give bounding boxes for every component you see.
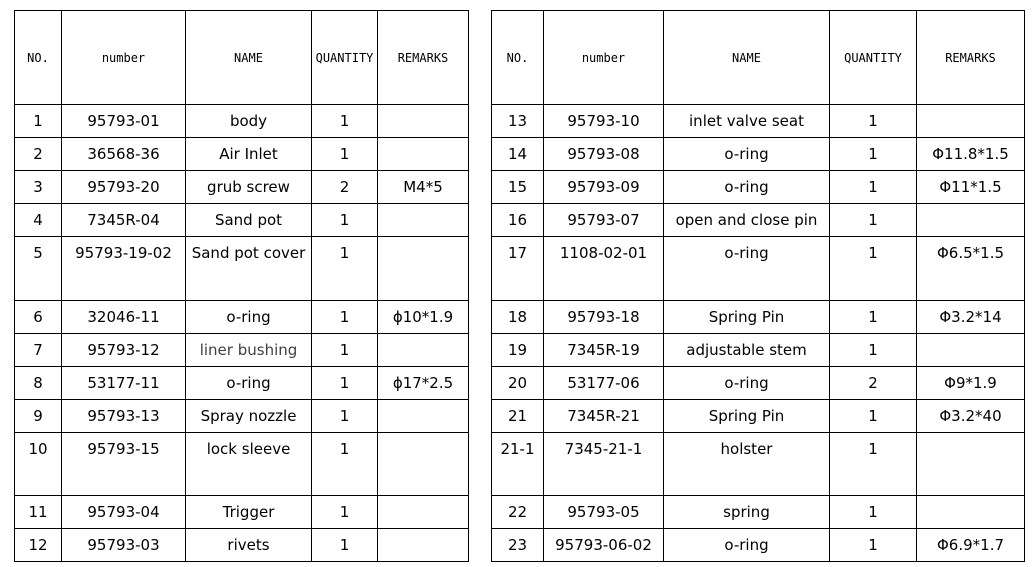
cell-number: 95793-20	[62, 171, 186, 204]
cell-name: o-ring	[186, 367, 312, 400]
cell-no: 21	[492, 400, 544, 433]
cell-remarks	[378, 496, 469, 529]
header-remarks: REMARKS	[378, 11, 469, 105]
cell-name: o-ring	[664, 529, 830, 562]
cell-name: o-ring	[664, 138, 830, 171]
cell-no: 17	[492, 237, 544, 301]
cell-no: 6	[15, 301, 62, 334]
cell-qty: 1	[830, 529, 917, 562]
cell-number: 95793-01	[62, 105, 186, 138]
cell-remarks: Φ11*1.5	[917, 171, 1025, 204]
cell-qty: 1	[312, 433, 378, 496]
cell-number: 95793-07	[544, 204, 664, 237]
table-row	[492, 433, 1025, 496]
table-row	[15, 496, 469, 529]
table-row	[15, 204, 469, 237]
table-row	[15, 400, 469, 433]
cell-name: rivets	[186, 529, 312, 562]
cell-qty: 1	[312, 204, 378, 237]
cell-no: 16	[492, 204, 544, 237]
table-row	[492, 334, 1025, 367]
cell-number: 95793-18	[544, 301, 664, 334]
cell-name: Sand pot	[186, 204, 312, 237]
cell-no: 21-1	[492, 433, 544, 496]
cell-no: 18	[492, 301, 544, 334]
cell-number: 95793-04	[62, 496, 186, 529]
cell-remarks	[378, 529, 469, 562]
cell-number: 7345-21-1	[544, 433, 664, 496]
cell-name: Air Inlet	[186, 138, 312, 171]
header-no: NO.	[15, 11, 62, 105]
cell-qty: 1	[830, 204, 917, 237]
cell-remarks	[917, 496, 1025, 529]
header-number: number	[62, 11, 186, 105]
cell-qty: 1	[312, 496, 378, 529]
cell-number: 95793-13	[62, 400, 186, 433]
cell-qty: 1	[312, 400, 378, 433]
cell-qty: 1	[830, 138, 917, 171]
table-row	[492, 496, 1025, 529]
cell-qty: 1	[830, 171, 917, 204]
cell-qty: 1	[312, 529, 378, 562]
cell-qty: 1	[830, 301, 917, 334]
cell-number: 53177-11	[62, 367, 186, 400]
header-quantity: QUANTITY	[312, 11, 378, 105]
cell-number: 7345R-21	[544, 400, 664, 433]
cell-number: 7345R-04	[62, 204, 186, 237]
cell-name: Spray nozzle	[186, 400, 312, 433]
cell-number: 95793-06-02	[544, 529, 664, 562]
cell-number: 95793-09	[544, 171, 664, 204]
cell-number: 95793-10	[544, 105, 664, 138]
table-row	[15, 334, 469, 367]
table-row	[492, 171, 1025, 204]
cell-remarks	[917, 334, 1025, 367]
table-row	[492, 237, 1025, 301]
cell-name: Trigger	[186, 496, 312, 529]
cell-no: 9	[15, 400, 62, 433]
cell-remarks	[378, 433, 469, 496]
cell-no: 19	[492, 334, 544, 367]
cell-qty: 1	[830, 237, 917, 301]
parts-table-right	[491, 10, 1025, 562]
cell-number: 1108-02-01	[544, 237, 664, 301]
cell-remarks: ϕ10*1.9	[378, 301, 469, 334]
table-row	[15, 433, 469, 496]
cell-no: 10	[15, 433, 62, 496]
table-row	[492, 529, 1025, 562]
table-row	[15, 301, 469, 334]
table-row	[492, 301, 1025, 334]
cell-name: open and close pin	[664, 204, 830, 237]
cell-qty: 1	[312, 367, 378, 400]
cell-qty: 1	[312, 334, 378, 367]
cell-no: 12	[15, 529, 62, 562]
header-name: NAME	[186, 11, 312, 105]
cell-number: 95793-12	[62, 334, 186, 367]
cell-name: liner bushing	[186, 334, 312, 367]
cell-name: spring	[664, 496, 830, 529]
cell-qty: 1	[312, 301, 378, 334]
cell-name: adjustable stem	[664, 334, 830, 367]
cell-number: 53177-06	[544, 367, 664, 400]
cell-qty: 1	[830, 400, 917, 433]
cell-remarks: Φ6.9*1.7	[917, 529, 1025, 562]
cell-remarks: ϕ17*2.5	[378, 367, 469, 400]
cell-number: 7345R-19	[544, 334, 664, 367]
table-row	[15, 138, 469, 171]
table-row	[492, 105, 1025, 138]
cell-number: 95793-19-02	[62, 237, 186, 301]
cell-no: 5	[15, 237, 62, 301]
parts-table-left	[14, 10, 469, 562]
cell-remarks	[378, 334, 469, 367]
cell-name: Sand pot cover	[186, 237, 312, 301]
cell-name: o-ring	[186, 301, 312, 334]
table-row	[492, 367, 1025, 400]
cell-qty: 1	[312, 105, 378, 138]
cell-qty: 2	[830, 367, 917, 400]
cell-qty: 1	[312, 237, 378, 301]
cell-number: 36568-36	[62, 138, 186, 171]
cell-no: 1	[15, 105, 62, 138]
table-row	[492, 400, 1025, 433]
cell-number: 32046-11	[62, 301, 186, 334]
cell-remarks	[378, 105, 469, 138]
table-row	[15, 367, 469, 400]
cell-qty: 1	[830, 334, 917, 367]
cell-no: 15	[492, 171, 544, 204]
header-no: NO.	[492, 11, 544, 105]
cell-no: 22	[492, 496, 544, 529]
cell-remarks	[917, 204, 1025, 237]
cell-name: grub screw	[186, 171, 312, 204]
table-row	[492, 204, 1025, 237]
header-remarks: REMARKS	[917, 11, 1025, 105]
table-row	[15, 529, 469, 562]
cell-qty: 1	[312, 138, 378, 171]
cell-name: lock sleeve	[186, 433, 312, 496]
cell-name: Spring Pin	[664, 400, 830, 433]
cell-name: Spring Pin	[664, 301, 830, 334]
cell-remarks: Φ3.2*14	[917, 301, 1025, 334]
cell-remarks	[917, 105, 1025, 138]
cell-no: 3	[15, 171, 62, 204]
cell-qty: 1	[830, 105, 917, 138]
cell-number: 95793-08	[544, 138, 664, 171]
cell-remarks: Φ3.2*40	[917, 400, 1025, 433]
cell-remarks: M4*5	[378, 171, 469, 204]
cell-number: 95793-15	[62, 433, 186, 496]
table-row	[15, 105, 469, 138]
table-row	[15, 171, 469, 204]
cell-no: 14	[492, 138, 544, 171]
cell-no: 20	[492, 367, 544, 400]
cell-remarks	[378, 400, 469, 433]
cell-no: 4	[15, 204, 62, 237]
table-row	[492, 138, 1025, 171]
cell-no: 7	[15, 334, 62, 367]
cell-name: body	[186, 105, 312, 138]
cell-remarks: Φ11.8*1.5	[917, 138, 1025, 171]
cell-number: 95793-03	[62, 529, 186, 562]
cell-no: 13	[492, 105, 544, 138]
header-quantity: QUANTITY	[830, 11, 917, 105]
cell-no: 11	[15, 496, 62, 529]
cell-name: o-ring	[664, 237, 830, 301]
header-name: NAME	[664, 11, 830, 105]
table-row	[15, 237, 469, 301]
cell-remarks	[378, 204, 469, 237]
header-number: number	[544, 11, 664, 105]
cell-no: 23	[492, 529, 544, 562]
cell-qty: 1	[830, 433, 917, 496]
cell-qty: 2	[312, 171, 378, 204]
cell-remarks: Φ9*1.9	[917, 367, 1025, 400]
cell-name: inlet valve seat	[664, 105, 830, 138]
cell-no: 2	[15, 138, 62, 171]
cell-name: o-ring	[664, 367, 830, 400]
cell-name: o-ring	[664, 171, 830, 204]
cell-remarks: Φ6.5*1.5	[917, 237, 1025, 301]
cell-remarks	[378, 138, 469, 171]
cell-qty: 1	[830, 496, 917, 529]
cell-no: 8	[15, 367, 62, 400]
cell-name: holster	[664, 433, 830, 496]
cell-remarks	[378, 237, 469, 301]
cell-number: 95793-05	[544, 496, 664, 529]
cell-remarks	[917, 433, 1025, 496]
